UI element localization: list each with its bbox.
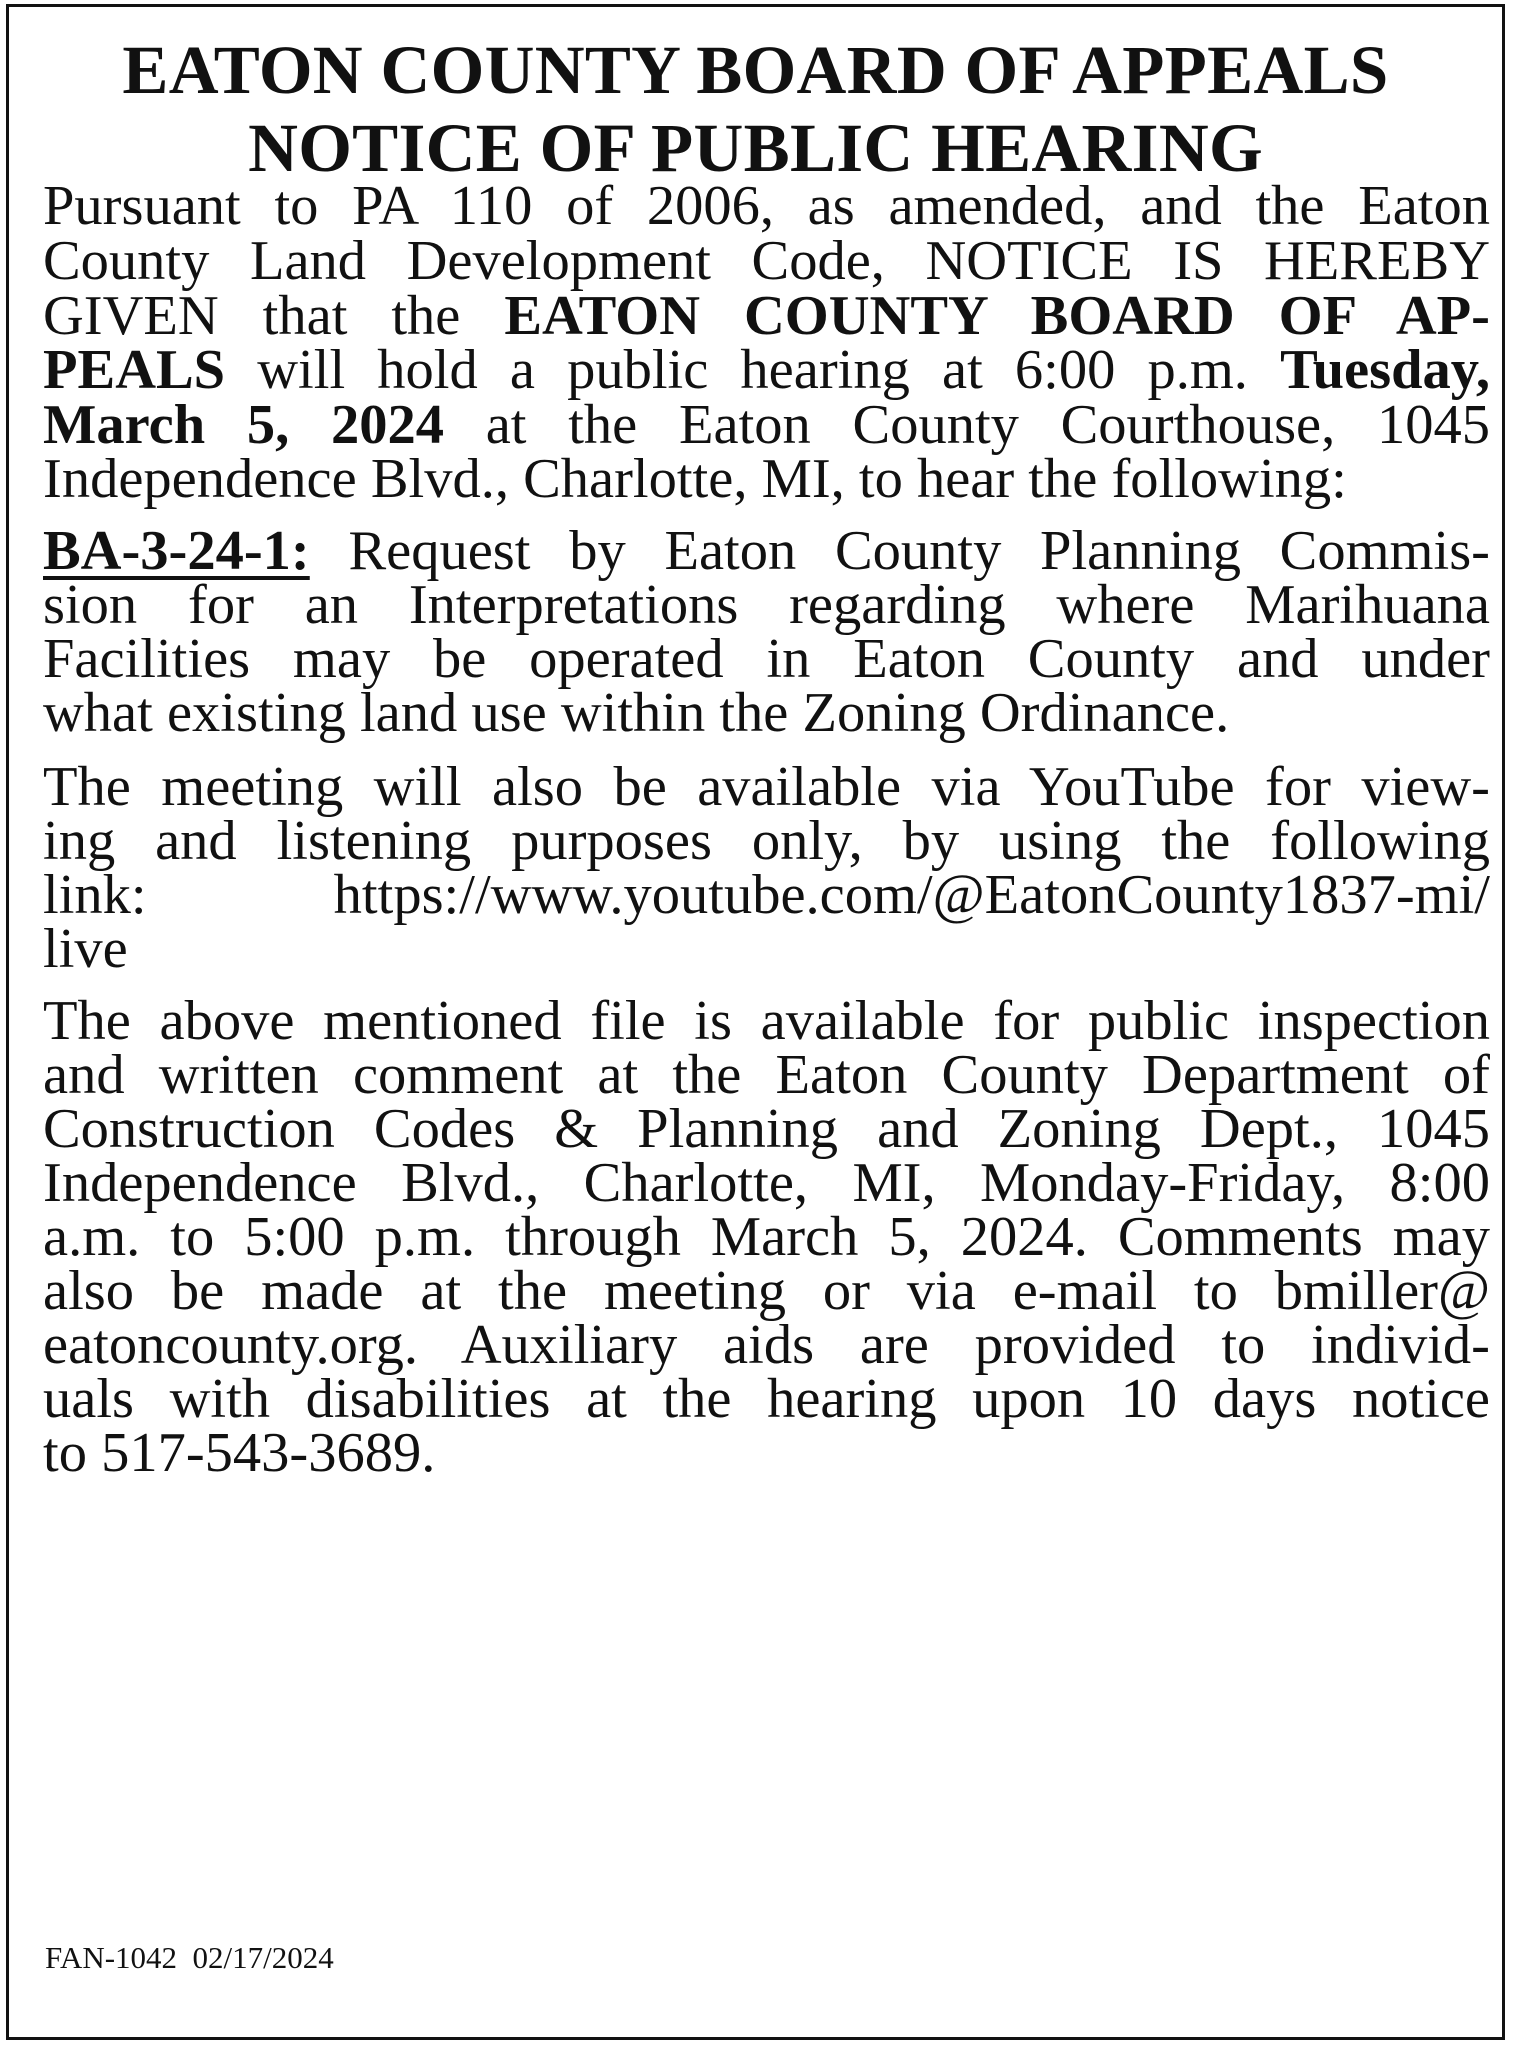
text-line: ing and listening purposes only, by using the following [43, 810, 1490, 872]
text-line: BA-3-24-1: Request by Eaton County Planning Commis- [43, 520, 1490, 582]
text-line: Construction Codes & Planning and Zoning Dept., 1045 [43, 1098, 1490, 1160]
text-line: live [43, 918, 128, 980]
text-line: a.m. to 5:00 p.m. through March 5, 2024. Comments may [43, 1206, 1490, 1268]
case-number: BA-3-24-1: [43, 520, 310, 582]
board-name-bold: EATON COUNTY BOARD OF AP- [504, 285, 1490, 347]
hearing-date-bold: March 5, 2024 [43, 394, 444, 456]
board-name-bold-cont: PEALS [43, 339, 226, 401]
notice-title-line-2: NOTICE OF PUBLIC HEARING [248, 110, 1263, 186]
text-line: PEALS will hold a public hearing at 6:00 p.m. Tuesday, [43, 339, 1490, 401]
text-line: sion for an Interpretations regarding where Marihuana [43, 574, 1490, 636]
text-line: March 5, 2024 at the Eaton County Courthouse, 1045 [43, 394, 1490, 456]
text-line: Pursuant to PA 110 of 2006, as amended, and the Eaton [43, 175, 1490, 237]
text-line: to 517-543-3689. [43, 1422, 436, 1484]
text-line: and written comment at the Eaton County Department of [43, 1044, 1490, 1106]
notice-code: FAN-1042 [45, 1940, 178, 1975]
hearing-day-bold: Tuesday, [1280, 339, 1490, 401]
text-line: The meeting will also be available via YouTube for view- [43, 756, 1490, 818]
text-line: County Land Development Code, NOTICE IS HEREBY [43, 230, 1490, 292]
text-line: what existing land use within the Zoning Ordinance. [43, 682, 1230, 744]
notice-date: 02/17/2024 [192, 1940, 334, 1975]
public-notice [6, 4, 1505, 2040]
notice-title-line-1: EATON COUNTY BOARD OF APPEALS [122, 32, 1389, 108]
text-line: The above mentioned file is available for public inspection [43, 990, 1490, 1052]
youtube-link-text: link: https://www.youtube.com/@EatonCounty1837-mi/ [43, 864, 1490, 926]
text-line: eatoncounty.org. Auxiliary aids are provided to individ- [43, 1314, 1490, 1376]
notice-footer [45, 1940, 334, 1976]
text-line: Independence Blvd., Charlotte, MI, to hear the following: [43, 448, 1347, 510]
text-line: GIVEN that the EATON COUNTY BOARD OF AP- [43, 285, 1490, 347]
text-line: Facilities may be operated in Eaton County and under [43, 628, 1490, 690]
text-line: uals with disabilities at the hearing upon 10 days notice [43, 1368, 1490, 1430]
text-line: Independence Blvd., Charlotte, MI, Monday-Friday, 8:00 [43, 1152, 1490, 1214]
text-line: also be made at the meeting or via e-mail to bmiller@ [43, 1260, 1490, 1322]
